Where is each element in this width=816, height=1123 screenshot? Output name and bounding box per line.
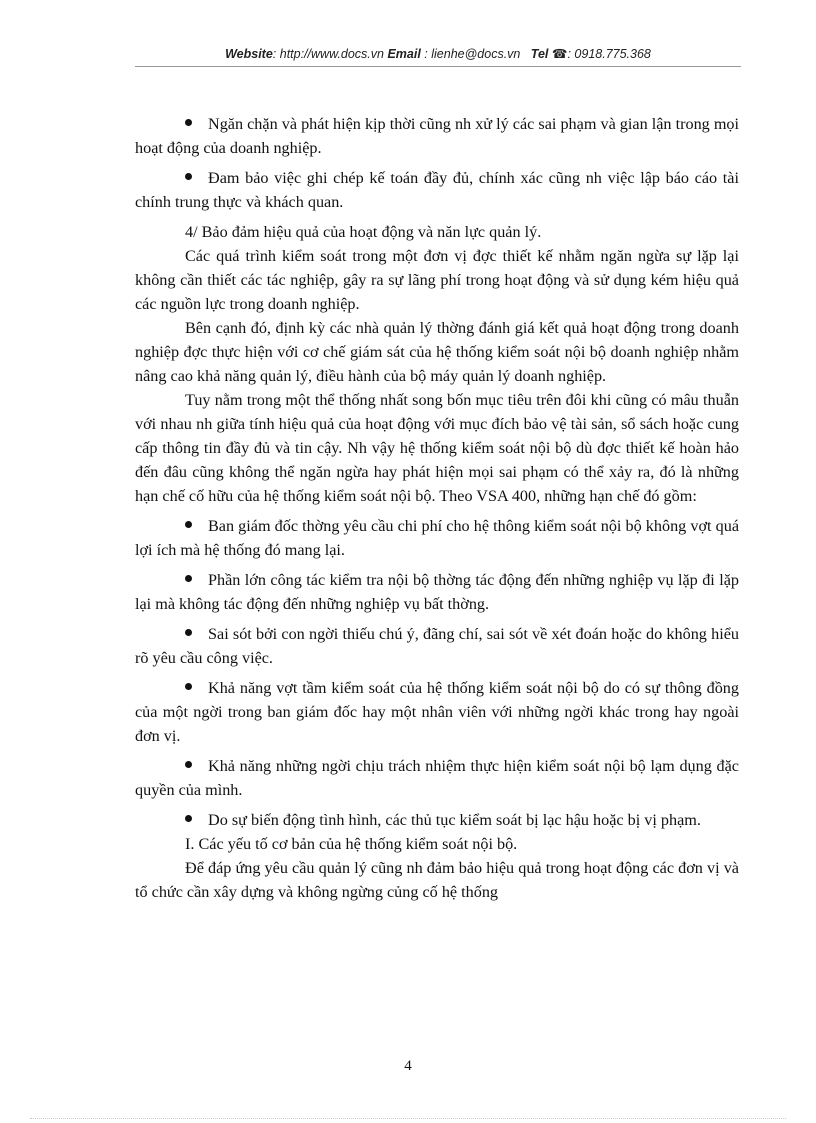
- tel-label: Tel: [530, 47, 549, 61]
- section-heading: 4/ Bảo đảm hiệu quả của hoạt động và năn lực quản lý.: [185, 223, 542, 241]
- page-header: [135, 46, 741, 61]
- website-label: Website: [225, 47, 273, 61]
- bullet-icon: [185, 761, 192, 768]
- bullet-text: Do sự biến động tình hình, các thủ tục kiểm soát bị lạc hậu hoặc bị vị phạm.: [208, 811, 701, 829]
- paragraph: Để đáp ứng yêu cầu quản lý cũng nh đảm bảo hiệu quả trong hoạt động các đơn vị và tổ chức cần xây dựng và không ngừng củng cố hệ thống: [135, 859, 739, 901]
- bullet-item: [135, 514, 739, 562]
- paragraph: Tuy nằm trong một thể thống nhất song bốn mục tiêu trên đôi khi cũng có mâu thuẫn với nhau nh giữa tính hiệu quả của hoạt động với mục đích bảo vệ tài sản, sổ sách hoặc cung cấp thông tin đầy đủ và tin cậy. Nh vậy hệ thống kiểm soát nội bộ dù đợc thiết kế hoàn hảo đến đâu cũng không thể ngăn ngừa hay phát hiện mọi sai phạm có thể xảy ra, đó là những hạn chế cố hữu của hệ thống kiểm soát nội bộ. Theo VSA 400, những hạn chế đó gồm:: [135, 391, 739, 505]
- section-heading: I. Các yếu tố cơ bản của hệ thống kiểm soát nội bộ.: [185, 835, 518, 853]
- bullet-text: Ngăn chặn và phát hiện kịp thời cũng nh xử lý các sai phạm và gian lận trong mọi hoạt động của doanh nghiệp.: [135, 115, 739, 157]
- email-label: Email: [387, 47, 421, 61]
- website-value: : http://www.docs.vn: [272, 47, 384, 61]
- phone-icon: ☎: [551, 47, 568, 61]
- bullet-item: [135, 166, 739, 214]
- bullet-icon: [185, 575, 192, 582]
- bullet-text: Khả năng vợt tầm kiểm soát của hệ thống kiểm soát nội bộ do có sự thông đồng của một ngời trong ban giám đốc hay một nhân viên với những ngời khác trong hay ngoài đơn vị.: [135, 679, 739, 745]
- bullet-item: [135, 622, 739, 670]
- bullet-text: Ban giám đốc thờng yêu cầu chi phí cho hệ thông kiểm soát nội bộ không vợt quá lợi ích mà hệ thống đó mang lại.: [135, 517, 739, 559]
- bullet-item: [135, 676, 739, 748]
- tel-value: : 0918.775.368: [567, 47, 651, 61]
- bullet-text: Khả năng những ngời chịu trách nhiệm thực hiện kiểm soát nội bộ lạm dụng đặc quyền của mình.: [135, 757, 739, 799]
- bullet-text: Đam bảo việc ghi chép kế toán đầy đủ, chính xác cũng nh việc lập báo cáo tài chính trung thực và khách quan.: [135, 169, 739, 211]
- header-divider: [135, 66, 741, 67]
- bullet-icon: [185, 119, 192, 126]
- bullet-item: [135, 754, 739, 802]
- document-body: [135, 112, 739, 904]
- bullet-text: Phần lớn công tác kiểm tra nội bộ thờng tác động đến những nghiệp vụ lặp đi lặp lại mà không tác động đến những nghiệp vụ bất thờng.: [135, 571, 739, 613]
- bullet-item: [135, 568, 739, 616]
- bullet-icon: [185, 629, 192, 636]
- page-number: 4: [404, 1058, 412, 1074]
- bullet-item: [135, 112, 739, 160]
- bullet-icon: [185, 683, 192, 690]
- bullet-icon: [185, 815, 192, 822]
- bullet-icon: [185, 521, 192, 528]
- bottom-divider: [30, 1118, 786, 1119]
- bullet-icon: [185, 173, 192, 180]
- paragraph: Bên cạnh đó, định kỳ các nhà quản lý thờng đánh giá kết quả hoạt động trong doanh nghiệp đợc thực hiện với cơ chế giám sát của hệ thống kiểm soát nội bộ doanh nghiệp nhằm nâng cao khả năng quản lý, điều hành của bộ máy quản lý doanh nghiệp.: [135, 319, 739, 385]
- bullet-item: [135, 808, 739, 832]
- bullet-text: Sai sót bởi con ngời thiếu chú ý, đãng chí, sai sót về xét đoán hoặc do không hiểu rõ yêu cầu công việc.: [135, 625, 739, 667]
- email-value: : lienhe@docs.vn: [424, 47, 521, 61]
- paragraph: Các quá trình kiểm soát trong một đơn vị đợc thiết kế nhằm ngăn ngừa sự lặp lại không cần thiết các tác nghiệp, gây ra sự lãng phí trong hoạt động và sử dụng kém hiệu quả các nguồn lực trong doanh nghiệp.: [135, 247, 739, 313]
